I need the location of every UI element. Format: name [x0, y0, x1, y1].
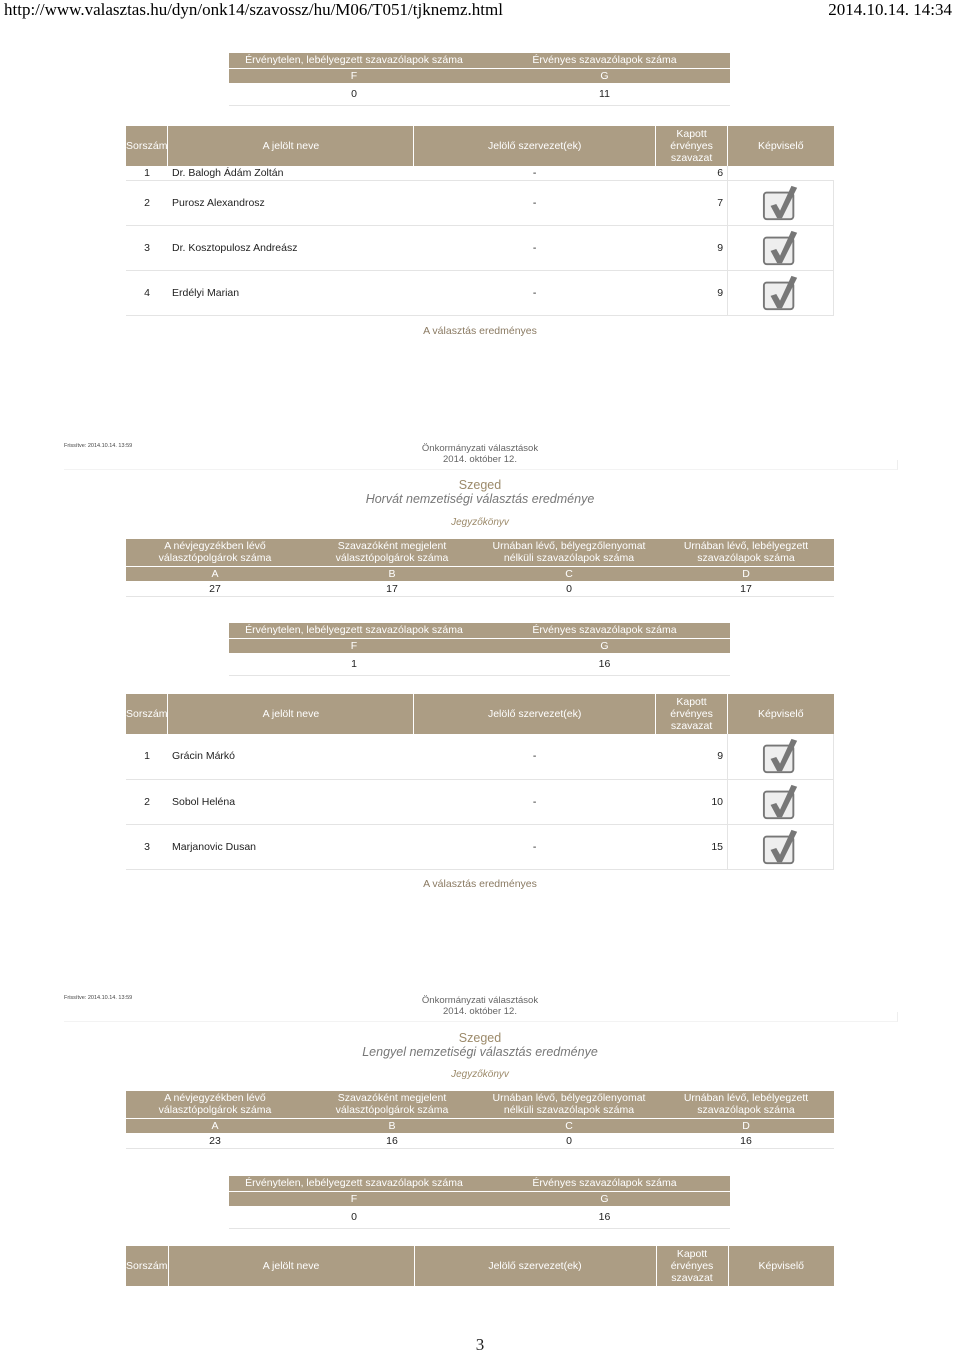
candidates-table — [126, 1246, 834, 1286]
table-row — [126, 734, 834, 779]
unstamped-value: 0 — [480, 1133, 658, 1148]
cand-org: - — [414, 270, 656, 315]
col-g-header: G — [479, 638, 730, 653]
cand-rep — [728, 225, 834, 270]
cand-no: 3 — [126, 824, 168, 869]
appeared-value: 17 — [304, 581, 480, 596]
cand-votes: 9 — [656, 225, 728, 270]
col-a-header: A — [126, 1118, 304, 1133]
col-org: Jelölő szervezet(ek) — [414, 694, 656, 734]
invalid-votes-value: 0 — [229, 1206, 479, 1228]
cand-no: 1 — [126, 734, 168, 779]
result-text: A választás eredményes — [423, 325, 537, 337]
invalid-votes-value: 1 — [229, 653, 479, 675]
unstamped-header: Urnában lévő, bélyegzőlenyomat nélküli szavazólapok száma — [480, 539, 658, 566]
col-votes: Kapott érvényes szavazat — [656, 126, 728, 166]
col-sorszam: Sorszám — [126, 1246, 168, 1286]
section-title: Lengyel nemzetiségi választás eredménye — [362, 1045, 598, 1059]
col-rep: Képviselő — [728, 1246, 834, 1286]
checkmark-box-icon — [762, 828, 800, 866]
checkmark-box-icon — [762, 184, 800, 222]
checkmark-box-icon — [762, 783, 800, 821]
checkmark-box-icon — [762, 737, 800, 775]
col-rep: Képviselő — [728, 126, 834, 166]
col-sorszam: Sorszám — [126, 126, 168, 166]
stamped-value: 16 — [658, 1133, 834, 1148]
cand-org: - — [414, 824, 656, 869]
section-divider — [64, 1012, 898, 1022]
table-row — [126, 824, 834, 869]
col-f-header: F — [229, 68, 479, 83]
votes-table — [229, 1176, 730, 1229]
votes-table — [229, 623, 730, 676]
section-divider — [64, 460, 898, 470]
col-org: Jelölő szervezet(ek) — [414, 126, 656, 166]
appeared-value: 16 — [304, 1133, 480, 1148]
valid-votes-header: Érvényes szavazólapok száma — [479, 623, 730, 638]
invalid-votes-header: Érvénytelen, lebélyegzett szavazólapok száma — [229, 1176, 479, 1191]
appeared-header: Szavazóként megjelent választópolgárok száma — [304, 1091, 480, 1118]
col-b-header: B — [304, 1118, 480, 1133]
col-c-header: C — [480, 566, 658, 581]
col-a-header: A — [126, 566, 304, 581]
cand-rep — [728, 734, 834, 779]
cand-no: 3 — [126, 225, 168, 270]
table-row — [126, 779, 834, 824]
cand-no: 2 — [126, 779, 168, 824]
cand-votes: 7 — [656, 180, 728, 225]
cand-rep — [728, 166, 834, 180]
election-name: Önkormányzati választások — [421, 995, 539, 1006]
col-f-header: F — [229, 638, 479, 653]
print-datetime: 2014.10.14. 14:34 — [828, 0, 952, 19]
col-c-header: C — [480, 1118, 658, 1133]
col-g-header: G — [479, 68, 730, 83]
jegyzokonyv-label: Jegyzőkönyv — [451, 1069, 509, 1080]
invalid-votes-header: Érvénytelen, lebélyegzett szavazólapok száma — [229, 53, 479, 68]
valid-votes-header: Érvényes szavazólapok száma — [479, 53, 730, 68]
cand-rep — [728, 824, 834, 869]
page-url: http://www.valasztas.hu/dyn/onk14/szavossz/hu/M06/T051/tjknemz.html — [4, 0, 503, 19]
jegyzokonyv-label: Jegyzőkönyv — [451, 517, 509, 528]
cand-name: Dr. Balogh Ádám Zoltán — [168, 166, 414, 180]
cand-no: 4 — [126, 270, 168, 315]
city-name: Szeged — [458, 1031, 502, 1045]
cand-org: - — [414, 225, 656, 270]
col-d-header: D — [658, 566, 834, 581]
cand-org: - — [414, 166, 656, 180]
cand-name: Sobol Heléna — [168, 779, 414, 824]
col-f-header: F — [229, 1191, 479, 1206]
checkmark-box-icon — [762, 229, 800, 267]
stamped-header: Urnában lévő, lebélyegzett szavazólapok száma — [658, 539, 834, 566]
cand-org: - — [414, 734, 656, 779]
stats-table — [126, 1091, 834, 1149]
cand-rep — [728, 779, 834, 824]
table-row — [126, 166, 834, 180]
unstamped-value: 0 — [480, 581, 658, 596]
election-date: 2014. október 12. — [443, 454, 517, 465]
registered-header: A névjegyzékben lévő választópolgárok száma — [126, 1091, 304, 1118]
col-name: A jelölt neve — [168, 126, 414, 166]
cand-name: Grácin Márkó — [168, 734, 414, 779]
cand-org: - — [414, 180, 656, 225]
page-number: 3 — [475, 1335, 485, 1354]
section-title: Horvát nemzetiségi választás eredménye — [365, 492, 595, 506]
cand-name: Erdélyi Marian — [168, 270, 414, 315]
col-sorszam: Sorszám — [126, 694, 168, 734]
table-row — [126, 270, 834, 315]
valid-votes-value: 11 — [479, 83, 730, 105]
unstamped-header: Urnában lévő, bélyegzőlenyomat nélküli szavazólapok száma — [480, 1091, 658, 1118]
city-name: Szeged — [458, 478, 502, 492]
col-name: A jelölt neve — [168, 1246, 414, 1286]
cand-name: Purosz Alexandrosz — [168, 180, 414, 225]
registered-value: 23 — [126, 1133, 304, 1148]
col-rep: Képviselő — [728, 694, 834, 734]
col-g-header: G — [479, 1191, 730, 1206]
col-name: A jelölt neve — [168, 694, 414, 734]
candidates-table — [126, 126, 834, 316]
invalid-votes-value: 0 — [229, 83, 479, 105]
appeared-header: Szavazóként megjelent választópolgárok száma — [304, 539, 480, 566]
cand-votes: 9 — [656, 734, 728, 779]
stats-table — [126, 539, 834, 597]
cand-votes: 9 — [656, 270, 728, 315]
cand-votes: 15 — [656, 824, 728, 869]
checkmark-box-icon — [762, 274, 800, 312]
cand-name: Dr. Kosztopulosz Andreász — [168, 225, 414, 270]
cand-votes: 10 — [656, 779, 728, 824]
election-date: 2014. október 12. — [443, 1006, 517, 1017]
registered-value: 27 — [126, 581, 304, 596]
col-b-header: B — [304, 566, 480, 581]
cand-rep — [728, 180, 834, 225]
valid-votes-header: Érvényes szavazólapok száma — [479, 1176, 730, 1191]
stamped-header: Urnában lévő, lebélyegzett szavazólapok száma — [658, 1091, 834, 1118]
col-votes: Kapott érvényes szavazat — [656, 1246, 728, 1286]
invalid-votes-header: Érvénytelen, lebélyegzett szavazólapok száma — [229, 623, 479, 638]
candidates-table — [126, 694, 834, 870]
col-d-header: D — [658, 1118, 834, 1133]
cand-no: 2 — [126, 180, 168, 225]
col-votes: Kapott érvényes szavazat — [656, 694, 728, 734]
table-row — [126, 180, 834, 225]
cand-org: - — [414, 779, 656, 824]
votes-table — [229, 53, 730, 106]
updated-timestamp: Frissítve: 2014.10.14. 13:59 — [64, 995, 133, 1001]
registered-header: A névjegyzékben lévő választópolgárok száma — [126, 539, 304, 566]
valid-votes-value: 16 — [479, 1206, 730, 1228]
cand-votes: 6 — [656, 166, 728, 180]
valid-votes-value: 16 — [479, 653, 730, 675]
cand-no: 1 — [126, 166, 168, 180]
stamped-value: 17 — [658, 581, 834, 596]
cand-rep — [728, 270, 834, 315]
table-row — [126, 225, 834, 270]
election-name: Önkormányzati választások — [421, 443, 539, 454]
result-text: A választás eredményes — [423, 878, 537, 890]
cand-name: Marjanovic Dusan — [168, 824, 414, 869]
updated-timestamp: Frissítve: 2014.10.14. 13:59 — [64, 443, 133, 449]
col-org: Jelölő szervezet(ek) — [414, 1246, 656, 1286]
